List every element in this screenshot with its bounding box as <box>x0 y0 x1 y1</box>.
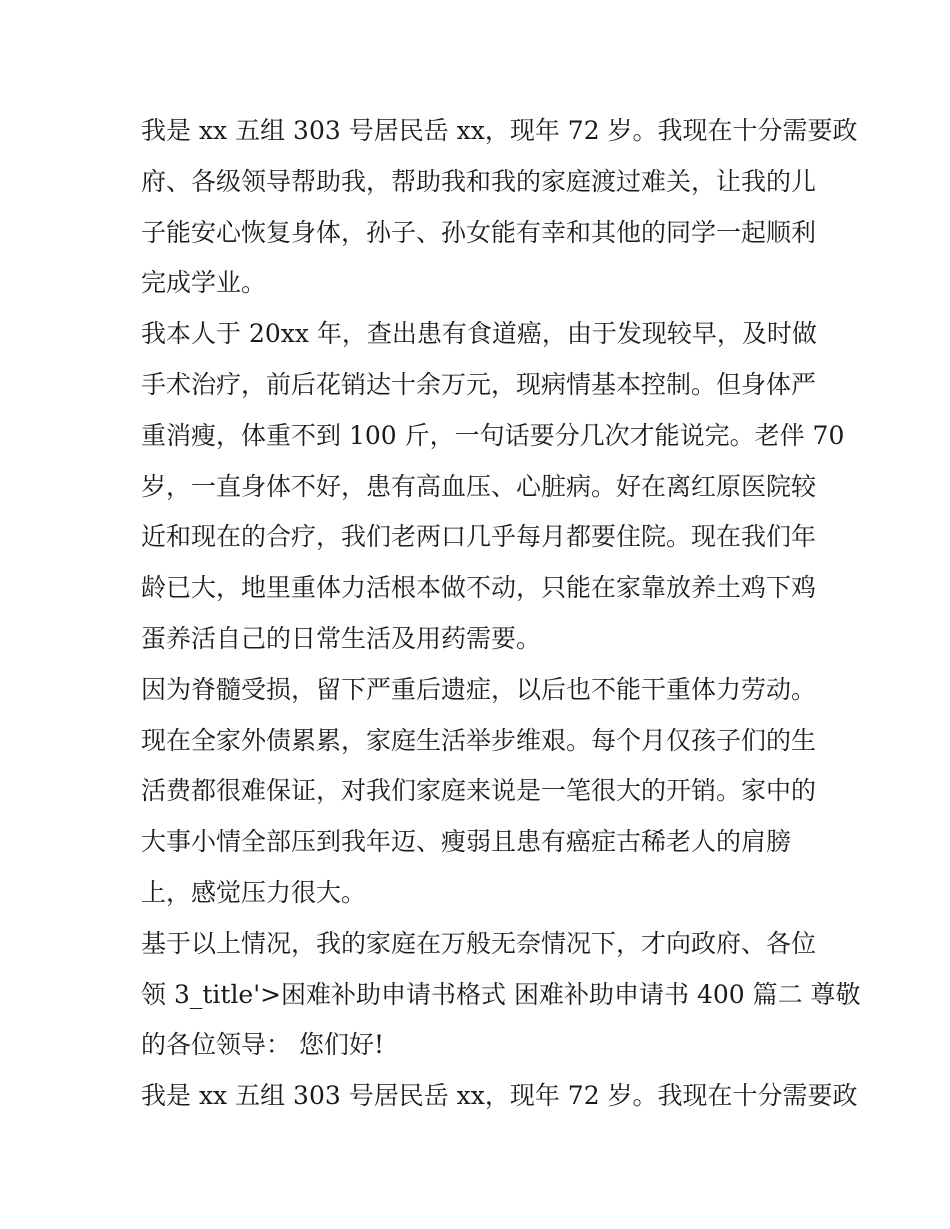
text-line: 我本人于 20xx 年，查出患有食道癌，由于发现较早，及时做 <box>141 319 817 349</box>
text-line: 重消瘦，体重不到 100 斤，一句话要分几次才能说完。老伴 70 <box>141 420 845 450</box>
paragraph-4 <box>141 919 861 1071</box>
text-line: 府、各级领导帮助我，帮助我和我的家庭渡过难关，让我的儿 <box>141 166 817 196</box>
paragraph-1 <box>141 106 858 309</box>
text-line: 手术治疗，前后花销达十余万元，现病情基本控制。但身体严 <box>141 369 817 399</box>
text-line: 完成学业。 <box>141 268 267 298</box>
text-line: 子能安心恢复身体，孙子、孙女能有幸和其他的同学一起顺利 <box>141 217 817 247</box>
text-line: 近和现在的合疗，我们老两口几乎每月都要住院。现在我们年 <box>141 522 817 552</box>
text-line: 的各位领导： 您们好! <box>141 1030 384 1060</box>
text-line: 我是 xx 五组 303 号居民岳 xx，现年 72 岁。我现在十分需要政 <box>141 1081 858 1111</box>
paragraph-2 <box>141 309 845 665</box>
text-line: 大事小情全部压到我年迈、瘦弱且患有癌症古稀老人的肩膀 <box>141 827 792 857</box>
text-line: 龄已大，地里重体力活根本做不动，只能在家靠放养土鸡下鸡 <box>141 573 817 603</box>
document-body <box>141 106 861 1122</box>
text-line: 领 3_title'>困难补助申请书格式 困难补助申请书 400 篇二 尊敬 <box>141 979 861 1009</box>
text-line: 活费都很难保证，对我们家庭来说是一笔很大的开销。家中的 <box>141 776 817 806</box>
text-line: 岁，一直身体不好，患有高血压、心脏病。好在离红原医院较 <box>141 471 817 501</box>
paragraph-5 <box>141 1071 858 1122</box>
text-line: 基于以上情况，我的家庭在万般无奈情况下，才向政府、各位 <box>141 928 817 958</box>
text-line: 我是 xx 五组 303 号居民岳 xx，现年 72 岁。我现在十分需要政 <box>141 116 858 145</box>
text-line: 因为脊髓受损，留下严重后遗症，以后也不能干重体力劳动。 <box>141 674 817 704</box>
text-line: 上，感觉压力很大。 <box>141 877 367 907</box>
text-line: 现在全家外债累累，家庭生活举步维艰。每个月仅孩子们的生 <box>141 725 817 755</box>
paragraph-3 <box>141 665 817 919</box>
text-line: 蛋养活自己的日常生活及用药需要。 <box>141 623 542 653</box>
